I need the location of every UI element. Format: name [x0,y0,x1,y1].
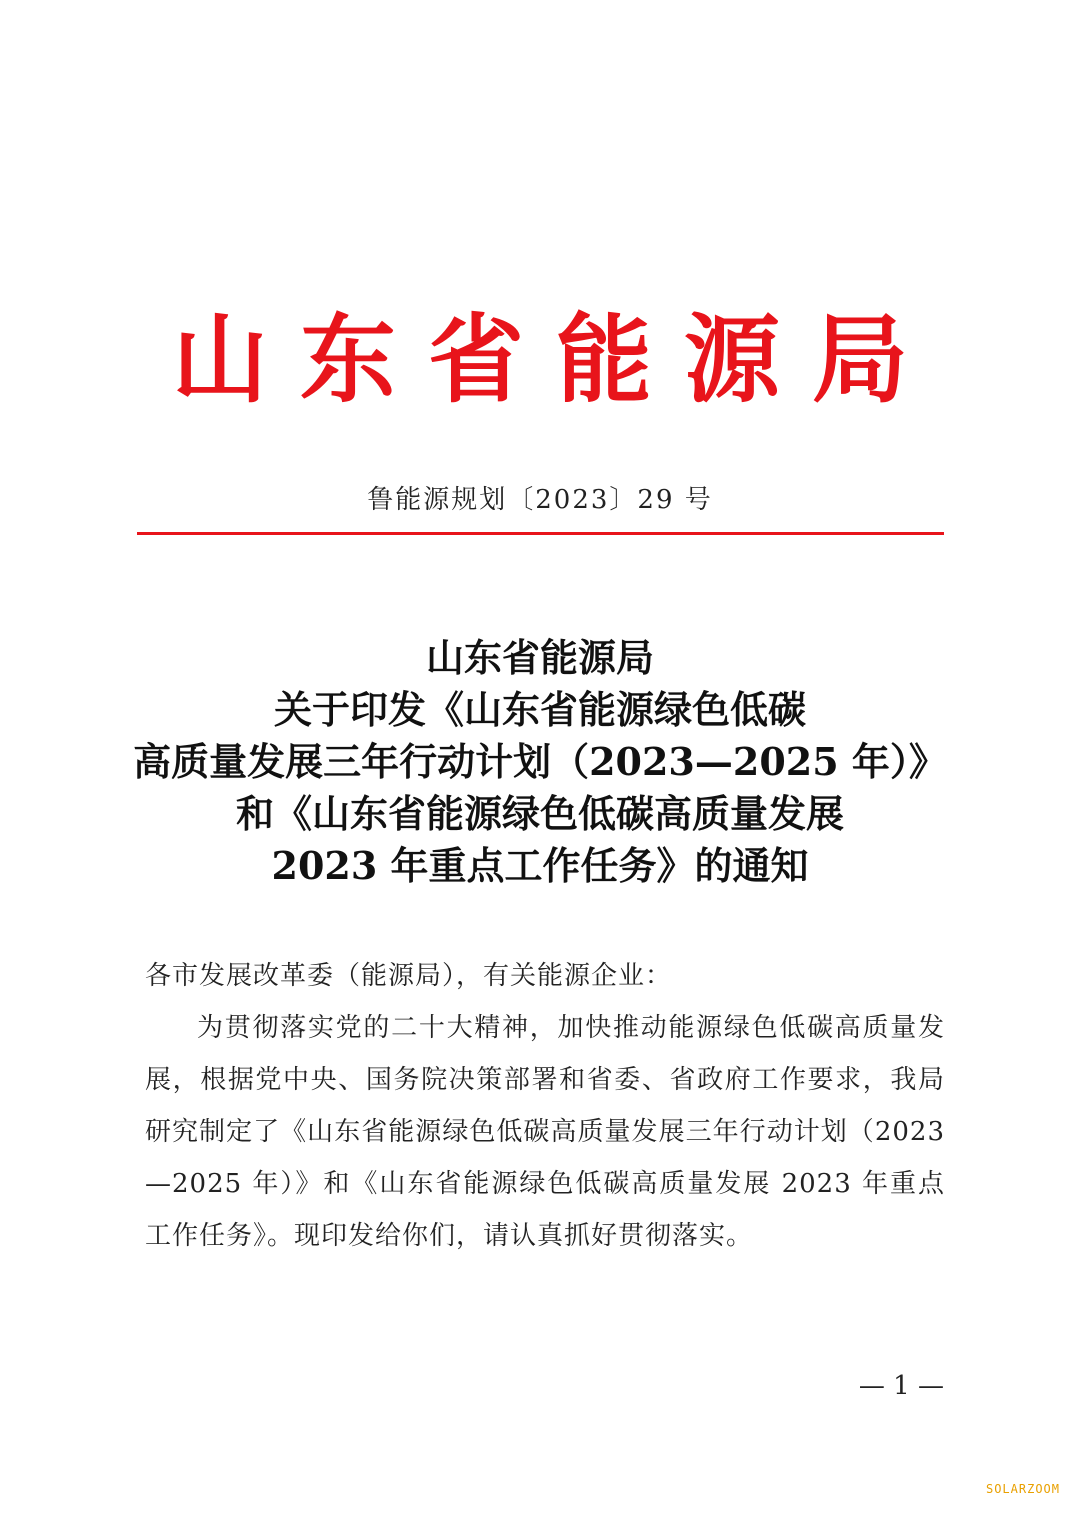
issuing-authority-masthead: 山东省能源局 [172,303,940,416]
watermark: SOLARZOOM [985,1482,1060,1496]
title-line: 2023 年重点工作任务》的通知 [271,843,809,888]
document-title [100,632,980,892]
title-line: 高质量发展三年行动计划（2023—2025 年）》 [133,739,947,784]
body-paragraph: 为贯彻落实党的二十大精神，加快推动能源绿色低碳高质量发展，根据党中央、国务院决策部署和省委、省政府工作要求，我局研究制定了《山东省能源绿色低碳高质量发展三年行动计划（2023—2025 年）》和《山东省能源绿色低碳高质量发展 2023 年重点工作任务》。现印发给你们，请认真抓好贯彻落实。 [145,1013,945,1251]
document-body [145,950,945,1262]
page-number: — 1 — [858,1371,944,1401]
title-line: 山东省能源局 [425,635,654,680]
red-divider-line [137,532,944,535]
title-line: 关于印发《山东省能源绿色低碳 [273,687,806,732]
title-line: 和《山东省能源绿色低碳高质量发展 [235,791,844,836]
document-number: 鲁能源规划〔2023〕29 号 [367,485,713,515]
salutation: 各市发展改革委（能源局），有关能源企业： [145,961,673,991]
